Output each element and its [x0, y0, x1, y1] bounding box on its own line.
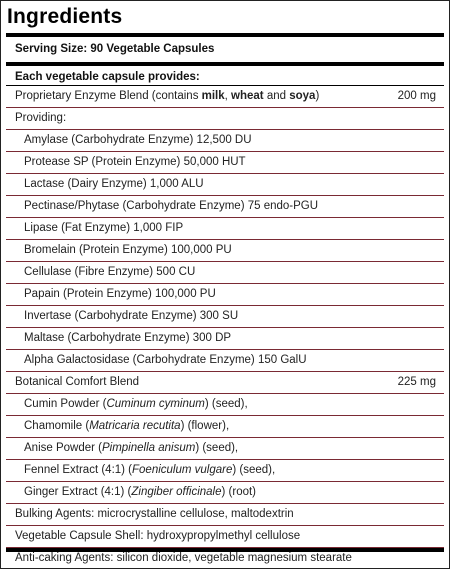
text-segment: Protease SP (Protein Enzyme) 50,000 HUT [24, 156, 246, 168]
text-segment: ) (root) [221, 486, 257, 498]
text-segment: Maltase (Carbohydrate Enzyme) 300 DP [24, 332, 232, 344]
ingredient-row [6, 350, 444, 372]
ingredient-text [15, 504, 294, 525]
ingredient-row [6, 372, 444, 394]
text-segment: Alpha Galactosidase (Carbohydrate Enzyme) 150 GalU [24, 354, 307, 366]
ingredient-text [15, 526, 300, 547]
ingredient-row [6, 328, 444, 350]
ingredient-row [6, 240, 444, 262]
ingredient-text [24, 394, 248, 415]
text-segment: Ginger Extract (4:1) ( [24, 486, 132, 498]
ingredient-text [24, 130, 252, 151]
allergen-text: milk [201, 90, 225, 102]
ingredient-amount: 200 mg [397, 90, 436, 102]
allergen-text: soya [289, 90, 316, 102]
ingredient-text [24, 328, 231, 349]
ingredient-text [24, 460, 275, 481]
latin-name-text: Zingiber officinale [131, 486, 222, 498]
text-segment: Invertase (Carbohydrate Enzyme) 300 SU [24, 310, 239, 322]
ingredient-row [6, 504, 444, 526]
bottom-divider [6, 548, 444, 552]
text-segment: and [263, 90, 290, 102]
ingredient-text [24, 482, 256, 503]
text-segment: , [224, 90, 232, 102]
ingredient-text [24, 284, 216, 305]
ingredient-row [6, 438, 444, 460]
ingredient-row [6, 152, 444, 174]
text-segment: Proprietary Enzyme Blend (contains [15, 90, 202, 102]
text-segment: Lactase (Dairy Enzyme) 1,000 ALU [24, 178, 204, 190]
ingredient-text [24, 218, 183, 239]
ingredient-row [6, 108, 444, 130]
text-segment: Vegetable Capsule Shell: hydroxypropylmethyl cellulose [15, 530, 301, 542]
text-segment: Pectinase/Phytase (Carbohydrate Enzyme) 75 endo-PGU [24, 200, 319, 212]
ingredient-text [24, 240, 232, 261]
text-segment: Botanical Comfort Blend [15, 376, 140, 388]
text-segment: Chamomile ( [24, 420, 90, 432]
text-segment: ) (seed), [195, 442, 239, 454]
ingredient-text [24, 174, 204, 195]
text-segment: Anise Powder ( [24, 442, 102, 454]
text-segment: Bromelain (Protein Enzyme) 100,000 PU [24, 244, 232, 256]
text-segment: Papain (Protein Enzyme) 100,000 PU [24, 288, 216, 300]
ingredient-text [24, 306, 238, 327]
serving-size: Serving Size: 90 Vegetable Capsules [15, 43, 215, 55]
ingredient-text [24, 350, 307, 371]
text-segment: Providing: [15, 112, 67, 124]
text-segment: Anti-caking Agents: silicon dioxide, vegetable magnesium stearate [15, 552, 352, 564]
ingredient-row [6, 86, 444, 108]
latin-name-text: Cuminum cyminum [106, 398, 205, 410]
ingredient-amount: 225 mg [397, 376, 436, 388]
text-segment: ) (seed), [204, 398, 248, 410]
ingredient-text [24, 196, 318, 217]
text-segment: Bulking Agents: microcrystalline cellulose, maltodextrin [15, 508, 294, 520]
latin-name-text: Pimpinella anisum [101, 442, 196, 454]
ingredient-text [15, 86, 319, 107]
text-segment: Amylase (Carbohydrate Enzyme) 12,500 DU [24, 134, 252, 146]
ingredient-row [6, 196, 444, 218]
ingredient-row [6, 306, 444, 328]
ingredient-text [24, 152, 246, 173]
latin-name-text: Foeniculum vulgare [132, 464, 233, 476]
ingredient-row [6, 416, 444, 438]
allergen-text: wheat [231, 90, 264, 102]
text-segment: Lipase (Fat Enzyme) 1,000 FIP [24, 222, 184, 234]
ingredient-text [24, 416, 229, 437]
text-segment: ) [315, 90, 320, 102]
ingredient-row [6, 482, 444, 504]
page-title: Ingredients [7, 5, 123, 28]
ingredient-row [6, 262, 444, 284]
text-segment: Cumin Powder ( [24, 398, 107, 410]
ingredient-row [6, 284, 444, 306]
text-segment: ) (flower), [180, 420, 230, 432]
text-segment: Fennel Extract (4:1) ( [24, 464, 133, 476]
ingredient-row [6, 218, 444, 240]
ingredient-text [24, 438, 238, 459]
ingredient-text [24, 262, 195, 283]
ingredient-text [15, 372, 139, 393]
latin-name-text: Matricaria recutita [89, 420, 181, 432]
provides-header: Each vegetable capsule provides: [15, 71, 200, 83]
serving-divider [6, 62, 444, 66]
ingredient-row [6, 394, 444, 416]
text-segment: Cellulase (Fibre Enzyme) 500 CU [24, 266, 196, 278]
ingredient-text [15, 108, 66, 129]
title-divider [6, 33, 444, 37]
ingredient-row [6, 174, 444, 196]
text-segment: ) (seed), [232, 464, 276, 476]
ingredient-row [6, 526, 444, 548]
ingredient-row [6, 460, 444, 482]
ingredient-row [6, 130, 444, 152]
ingredient-list [6, 86, 444, 569]
